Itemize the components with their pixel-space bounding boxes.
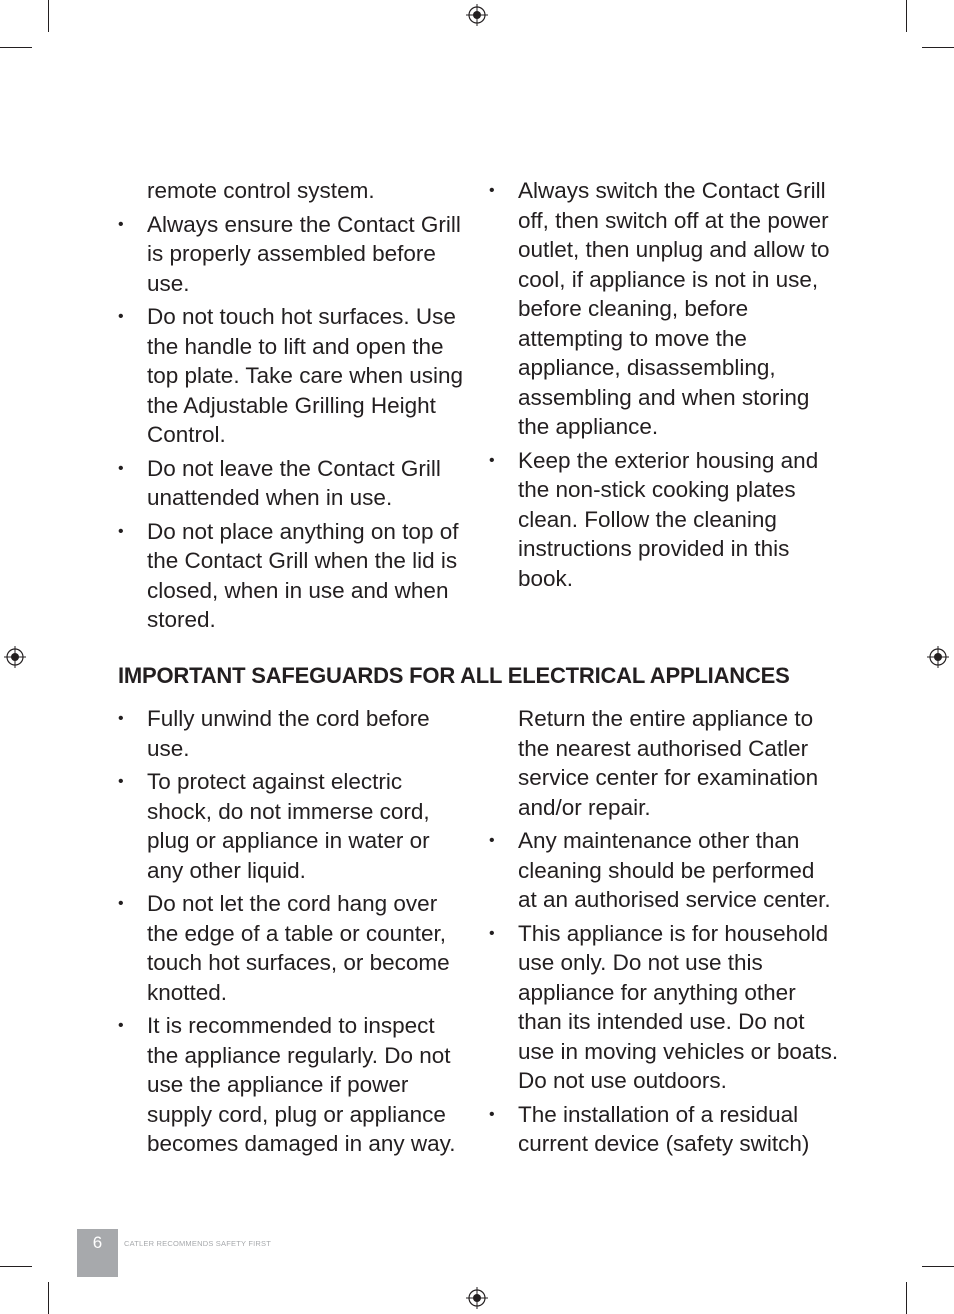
bullet-icon: • <box>118 215 124 233</box>
registration-mark-icon <box>466 1287 488 1309</box>
list-item-text: Do not let the cord hang over the edge of a table or counter, touch hot surfaces, or become knotted. <box>147 891 450 1005</box>
section-heading: IMPORTANT SAFEGUARDS FOR ALL ELECTRICAL APPLIANCES <box>118 663 790 688</box>
bullet-icon: • <box>118 522 124 540</box>
list-item <box>118 889 470 1007</box>
bullet-icon: • <box>118 710 124 727</box>
crop-mark <box>906 1282 907 1314</box>
bullet-icon: • <box>489 1105 495 1123</box>
list-item-text: Keep the exterior housing and the non-stick cooking plates clean. Follow the cleaning instructions provided in this book. <box>518 447 819 591</box>
list-item-text: Do not place anything on top of the Contact Grill when the lid is closed, when in use and when stored. <box>147 518 459 632</box>
list-item <box>489 826 839 915</box>
list-item <box>118 302 470 450</box>
list-item-text: Fully unwind the cord before use. <box>147 706 430 761</box>
registration-mark-icon <box>466 4 488 26</box>
registration-mark-icon <box>927 646 949 668</box>
crop-mark <box>906 0 907 32</box>
crop-mark <box>922 47 954 48</box>
list-item <box>489 446 839 594</box>
list-item-text: This appliance is for household use only. Do not use this appliance for anything other than its intended use. Do not use in moving vehicles or boats. Do not use outdoors. <box>518 920 839 1093</box>
list-item <box>118 454 470 513</box>
list-item-text: Always switch the Contact Grill off, then switch off at the power outlet, then unplug and allow to cool, if appliance is not in use, before cleaning, before attempting to move the appliance, disassembling, assembling and when storing the appliance. <box>518 178 830 439</box>
list-item <box>489 176 839 442</box>
list-item <box>118 210 470 299</box>
crop-mark <box>922 1266 954 1267</box>
bullet-icon: • <box>118 895 124 912</box>
continued-text: Return the entire appliance to the nearest authorised Catler service center for examination and/or repair. <box>518 706 819 820</box>
list-item <box>489 1100 839 1159</box>
safety-list-bottom-left <box>118 704 470 1163</box>
list-item <box>118 704 470 763</box>
continued-text: remote control system. <box>147 178 375 203</box>
list-item-text: Do not touch hot surfaces. Use the handle to lift and open the top plate. Take care when using the Adjustable Grilling Height Control. <box>147 304 464 447</box>
safety-list-bottom-right <box>489 704 839 1163</box>
list-item-text: Do not leave the Contact Grill unattended when in use. <box>147 455 441 510</box>
crop-mark <box>48 0 49 32</box>
crop-mark <box>0 1266 32 1267</box>
bullet-icon: • <box>489 182 495 199</box>
bullet-icon: • <box>118 1017 124 1034</box>
bullet-icon: • <box>489 924 495 942</box>
list-item <box>118 767 470 885</box>
list-item-text: Always ensure the Contact Grill is properly assembled before use. <box>147 211 461 296</box>
page-number: 6 <box>77 1229 118 1277</box>
list-item <box>118 517 470 635</box>
list-item-text: It is recommended to inspect the appliance regularly. Do not use the appliance if power supply cord, plug or appliance becomes damaged in any way. <box>147 1013 456 1156</box>
list-item-text: Any maintenance other than cleaning should be performed at an authorised service center. <box>518 828 831 912</box>
crop-mark <box>48 1282 49 1314</box>
safety-list-top-left <box>118 176 470 639</box>
safety-list-top-right <box>489 176 839 597</box>
list-item <box>118 1011 470 1159</box>
bullet-icon: • <box>489 832 495 849</box>
bullet-icon: • <box>118 308 124 325</box>
list-item-text: The installation of a residual current device (safety switch) <box>518 1101 810 1156</box>
registration-mark-icon <box>4 646 26 668</box>
bullet-icon: • <box>118 773 124 790</box>
crop-mark <box>0 47 32 48</box>
bullet-icon: • <box>489 451 495 469</box>
list-item-text: To protect against electric shock, do not immerse cord, plug or appliance in water or any other liquid. <box>147 769 430 883</box>
bullet-icon: • <box>118 459 124 477</box>
footer-text: CATLER RECOMMENDS SAFETY FIRST <box>124 1239 271 1248</box>
list-item <box>489 919 839 1096</box>
